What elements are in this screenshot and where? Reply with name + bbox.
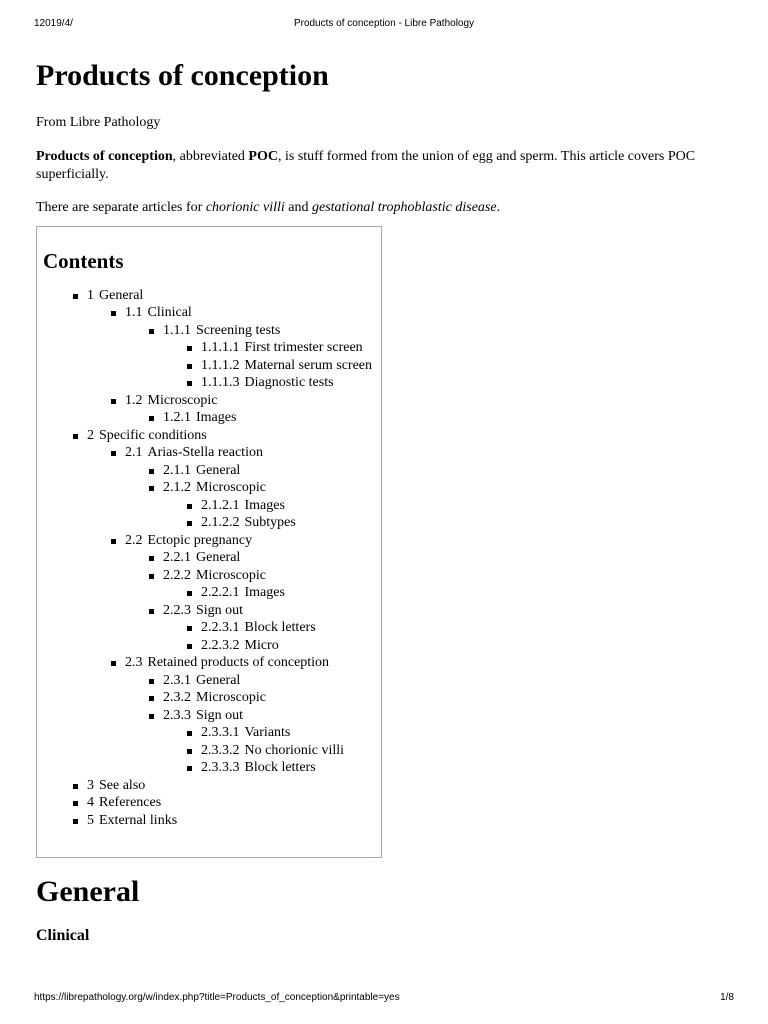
toc-item[interactable] [163,409,381,427]
toc-item-number: 2 [87,427,94,443]
gtd-link[interactable]: gestational trophoblastic disease [312,200,497,215]
toc-item-label[interactable]: Microscopic [196,567,266,583]
toc-item-number: 2.3.3.1 [201,725,240,740]
toc-item[interactable] [201,514,381,532]
toc-item-number: 2.2.3.2 [201,637,240,653]
toc-item[interactable] [201,637,381,655]
toc-item[interactable] [201,724,381,742]
toc-item[interactable] [125,304,381,392]
toc-item-label[interactable]: Microscopic [196,480,266,495]
separate-text-2: and [284,200,312,215]
toc-item-label[interactable]: External links [99,812,178,828]
toc-item-number: 4 [87,795,94,810]
toc-item-label[interactable]: Arias-Stella reaction [147,445,263,460]
toc-sublist [163,724,381,777]
toc-item[interactable] [163,479,381,532]
toc-item-label[interactable]: Sign out [196,602,244,618]
toc-item-label[interactable]: Ectopic pregnancy [147,532,253,548]
intro-paragraph [36,148,736,183]
toc-item-number: 2.3.1 [163,672,191,688]
toc-sublist [87,304,381,427]
toc-item-label[interactable]: Clinical [147,305,192,320]
toc-item-label[interactable]: Block letters [244,760,316,775]
toc-item[interactable] [87,812,381,830]
toc-item-number: 2.2.2.1 [201,585,240,600]
toc-item-number: 3 [87,777,94,793]
toc-sublist [125,322,381,392]
toc-item-number: 1.1.1 [163,322,191,338]
toc-item-label[interactable]: Images [244,585,285,600]
toc-item-number: 2.1.2.2 [201,515,240,530]
toc-item[interactable] [87,777,381,795]
toc-item-number: 1.1.1.1 [201,340,240,355]
toc-item[interactable] [163,689,381,707]
toc-sublist [125,409,381,427]
toc-item-label[interactable]: See also [99,777,146,793]
toc-item[interactable] [163,322,381,392]
toc-item-label[interactable]: Screening tests [196,322,281,338]
toc-item-number: 2.2.3 [163,602,191,618]
toc-item-number: 2.1.2 [163,480,191,495]
toc-item-number: 2.2.2 [163,567,191,583]
toc-sublist [163,339,381,392]
toc-item[interactable] [163,602,381,655]
print-page-title: Products of conception - Libre Pathology [293,18,475,29]
toc-sublist [87,444,381,777]
toc-item[interactable] [201,374,381,392]
toc-item-label[interactable]: General [99,287,144,303]
toc-item-number: 2.2.1 [163,550,191,565]
toc-item-number: 2.2.3.1 [201,620,240,635]
separate-text-1: There are separate articles for [36,200,206,215]
toc-item-label[interactable]: No chorionic villi [244,742,345,758]
article-content [36,56,736,946]
toc-item-number: 2.3.2 [163,690,191,705]
subsection-heading-clinical: Clinical [36,926,90,944]
table-of-contents [36,226,382,858]
toc-item-label[interactable]: Micro [244,637,279,653]
toc-item[interactable] [163,567,381,602]
toc-item-label[interactable]: Subtypes [244,515,296,530]
separate-articles-paragraph [36,199,736,217]
toc-item-label[interactable]: References [99,795,162,810]
separate-text-3: . [496,200,501,215]
toc-item-label[interactable]: Images [244,497,285,513]
toc-item-number: 1.1.1.2 [201,357,240,373]
toc-item-label[interactable]: First trimester screen [244,340,363,355]
toc-item-label[interactable]: General [196,672,241,688]
toc-item-label[interactable]: Microscopic [196,690,266,705]
toc-item-number: 1.2.1 [163,410,191,425]
print-footer [34,992,734,1006]
page-number: 1/8 [720,992,734,1003]
print-url: https://librepathology.org/w/index.php?title=Products_of_conception&printable=yes [34,992,400,1003]
toc-item-number: 2.3.3 [163,707,191,723]
toc-item-number: 2.1.1 [163,462,191,478]
toc-item-label[interactable]: Maternal serum screen [244,357,372,373]
intro-abbreviation: POC [248,149,278,164]
toc-item[interactable] [163,462,381,480]
toc-item-number: 2.2 [125,532,143,548]
toc-item-label[interactable]: Block letters [244,620,316,635]
chorionic-villi-link[interactable]: chorionic villi [205,200,285,215]
toc-item[interactable] [163,672,381,690]
toc-item-number: 2.3.3.3 [201,760,240,775]
toc-item[interactable] [201,497,381,515]
toc-item-label[interactable]: Retained products of conception [147,655,330,670]
toc-item[interactable] [163,549,381,567]
section-heading-general: General [36,874,140,908]
toc-item[interactable] [125,654,381,777]
toc-item[interactable] [87,427,381,777]
toc-item-number: 2.3 [125,655,143,670]
toc-sublist [125,549,381,654]
toc-item-label[interactable]: Images [196,410,237,425]
toc-item-number: 1 [87,287,94,303]
toc-item[interactable] [87,794,381,812]
toc-item-number: 5 [87,812,94,828]
print-date: 12019/4/ [34,18,73,29]
intro-bold-term: Products of conception [36,149,173,164]
toc-item-label[interactable]: Microscopic [147,392,218,408]
print-header [34,18,734,32]
toc-item[interactable] [201,584,381,602]
toc-item-number: 2.1 [125,445,143,460]
toc-sublist [125,672,381,777]
toc-item-label[interactable]: Sign out [196,707,244,723]
toc-item-number: 1.2 [125,392,143,408]
toc-item-label[interactable]: General [196,462,241,478]
intro-text-2: , is stuff formed from the union of egg and sperm. This article covers POC superficially. [36,149,696,182]
toc-title: Contents [43,248,124,273]
toc-item-label[interactable]: Specific conditions [99,427,207,443]
toc-item-number: 1.1 [125,305,143,320]
toc-item[interactable] [163,707,381,777]
page-title: Products of conception [36,59,329,92]
toc-item-number: 2.3.3.2 [201,742,240,758]
toc-item[interactable] [201,357,381,375]
toc-item[interactable] [87,287,381,427]
toc-item[interactable] [125,532,381,655]
toc-item-label[interactable]: General [196,550,241,565]
toc-item-number: 2.1.2.1 [201,497,240,513]
toc-item[interactable] [125,444,381,532]
intro-text-1: , abbreviated [172,149,249,164]
toc-item[interactable] [201,759,381,777]
toc-item-label[interactable]: Diagnostic tests [244,375,334,390]
site-subtitle: From Libre Pathology [36,115,161,130]
toc-item[interactable] [201,742,381,760]
toc-item-label[interactable]: Variants [244,725,291,740]
toc-sublist [163,584,381,602]
toc-item-number: 1.1.1.3 [201,375,240,390]
toc-item[interactable] [125,392,381,427]
toc-item[interactable] [201,339,381,357]
toc-list [43,287,381,830]
toc-sublist [163,619,381,654]
toc-item[interactable] [201,619,381,637]
toc-sublist [125,462,381,532]
toc-sublist [163,497,381,532]
